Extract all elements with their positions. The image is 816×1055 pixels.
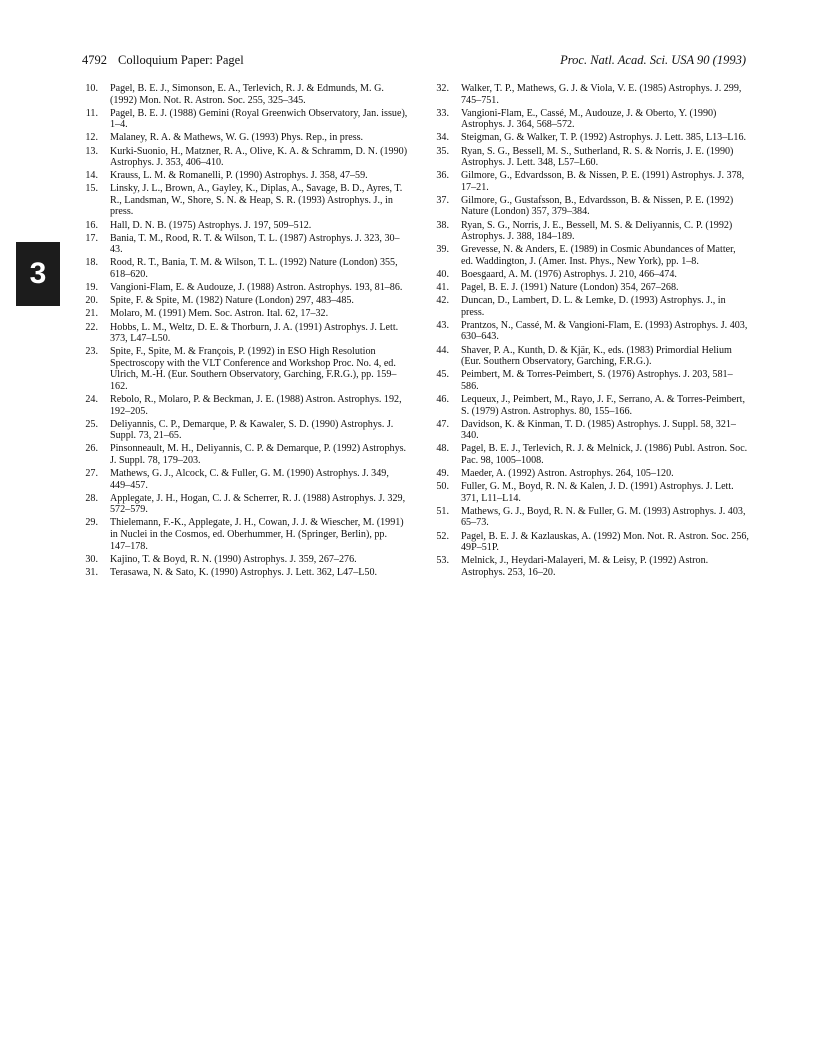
- page-number: 4792: [82, 53, 107, 67]
- reference-number: 35.: [436, 145, 449, 157]
- reference-text: Kurki-Suonio, H., Matzner, R. A., Olive, K. A. & Schramm, D. N. (1990) Astrophys. J. 353, 406–410.: [110, 145, 408, 169]
- reference-entry: [433, 132, 749, 144]
- reference-text: Grevesse, N. & Anders, E. (1989) in Cosmic Abundances of Matter, ed. Waddington, J. (Amer. Inst. Phys., New York), pp. 1–8.: [461, 244, 736, 267]
- reference-text: Malaney, R. A. & Mathews, W. G. (1993) Phys. Rep., in press.: [110, 132, 364, 144]
- references-right-column: [433, 83, 749, 580]
- reference-number: 17.: [85, 232, 98, 244]
- reference-entry: [433, 345, 749, 368]
- reference-entry: [433, 195, 749, 218]
- reference-number: 31.: [85, 566, 98, 578]
- reference-number: 43.: [436, 319, 449, 331]
- reference-text: Ryan, S. G., Bessell, M. S., Sutherland, R. S. & Norris, J. E. (1990) Astrophys. J. Lett. 348, L57–L60.: [461, 145, 734, 169]
- reference-number: 23.: [85, 346, 98, 358]
- reference-number: 30.: [85, 553, 98, 565]
- reference-text: Fuller, G. M., Boyd, R. N. & Kalen, J. D. (1991) Astrophys. J. Lett. 371, L11–L14.: [461, 481, 734, 504]
- reference-text: Walker, T. P., Mathews, G. J. & Viola, V. E. (1985) Astrophys. J. 299, 745–751.: [461, 83, 742, 106]
- reference-number: 42.: [436, 295, 449, 307]
- reference-text: Mathews, G. J., Alcock, C. & Fuller, G. M. (1990) Astrophys. J. 349, 449–457.: [110, 468, 389, 491]
- reference-number: 47.: [436, 418, 449, 430]
- reference-entry: [82, 282, 408, 294]
- reference-entry: [82, 183, 408, 218]
- reference-number: 12.: [85, 132, 98, 144]
- reference-entry: [82, 468, 408, 491]
- reference-number: 50.: [436, 481, 449, 493]
- reference-text: Peimbert, M. & Torres-Peimbert, S. (1976) Astrophys. J. 203, 581–586.: [461, 369, 733, 392]
- reference-entry: [433, 394, 749, 417]
- reference-number: 51.: [436, 505, 449, 517]
- reference-number: 40.: [436, 268, 449, 280]
- section-tab: 3: [16, 242, 60, 306]
- reference-text: Rebolo, R., Molaro, P. & Beckman, J. E. (1988) Astron. Astrophys. 192, 192–205.: [110, 393, 402, 417]
- reference-text: Prantzos, N., Cassé, M. & Vangioni-Flam, E. (1993) Astrophys. J. 403, 630–643.: [461, 319, 748, 343]
- reference-number: 20.: [85, 295, 98, 307]
- reference-number: 46.: [436, 393, 449, 405]
- reference-text: Pagel, B. E. J., Simonson, E. A., Terlevich, R. J. & Edmunds, M. G. (1992) Mon. Not. R. Astron. Soc. 255, 325–345.: [110, 83, 384, 106]
- reference-entry: [82, 443, 408, 466]
- reference-text: Kajino, T. & Boyd, R. N. (1990) Astrophys. J. 359, 267–276.: [110, 553, 357, 565]
- reference-entry: [433, 555, 749, 578]
- reference-entry: [82, 220, 408, 232]
- reference-text: Linsky, J. L., Brown, A., Gayley, K., Diplas, A., Savage, B. D., Ayres, T. R., Landsman, W., Shore, S. N. & Heap, S. R. (1993) Astrophys. J., in press.: [110, 183, 403, 218]
- reference-text: Pinsonneault, M. H., Deliyannis, C. P. & Demarque, P. (1992) Astrophys. J. Suppl. 78, 179–203.: [110, 443, 407, 466]
- reference-text: Davidson, K. & Kinman, T. D. (1985) Astrophys. J. Suppl. 58, 321–340.: [461, 418, 736, 442]
- reference-number: 48.: [436, 443, 449, 455]
- reference-text: Mathews, G. J., Boyd, R. N. & Fuller, G. M. (1993) Astrophys. J. 403, 65–73.: [461, 505, 746, 529]
- reference-number: 27.: [85, 468, 98, 480]
- reference-text: Applegate, J. H., Hogan, C. J. & Scherrer, R. J. (1988) Astrophys. J. 329, 572–579.: [110, 492, 406, 516]
- reference-number: 21.: [85, 308, 98, 320]
- reference-text: Pagel, B. E. J. & Kazlauskas, A. (1992) Mon. Not. R. Astron. Soc. 256, 49P–51P.: [461, 530, 749, 554]
- reference-entry: [433, 506, 749, 529]
- reference-text: Ryan, S. G., Norris, J. E., Bessell, M. S. & Deliyannis, C. P. (1992) Astrophys. J. 388, 184–189.: [461, 219, 733, 243]
- reference-text: Deliyannis, C. P., Demarque, P. & Kawaler, S. D. (1990) Astrophys. J. Suppl. 73, 21–65.: [110, 418, 394, 442]
- reference-number: 33.: [436, 107, 449, 119]
- reference-entry: [82, 170, 408, 182]
- reference-entry: [433, 108, 749, 131]
- reference-entry: [82, 394, 408, 417]
- reference-number: 24.: [85, 393, 98, 405]
- reference-number: 45.: [436, 369, 449, 381]
- reference-entry: [82, 322, 408, 345]
- reference-number: 29.: [85, 517, 98, 529]
- reference-entry: [433, 419, 749, 442]
- reference-text: Pagel, B. E. J. (1991) Nature (London) 354, 267–268.: [461, 282, 679, 294]
- reference-number: 18.: [85, 257, 98, 269]
- reference-entry: [433, 295, 749, 318]
- reference-entry: [82, 567, 408, 579]
- reference-number: 44.: [436, 344, 449, 356]
- reference-entry: [82, 346, 408, 392]
- reference-number: 14.: [85, 170, 98, 182]
- reference-entry: [82, 233, 408, 256]
- reference-entry: [433, 220, 749, 243]
- reference-text: Duncan, D., Lambert, D. L. & Lemke, D. (1993) Astrophys. J., in press.: [461, 295, 726, 318]
- reference-text: Rood, R. T., Bania, T. M. & Wilson, T. L. (1992) Nature (London) 355, 618–620.: [110, 257, 398, 280]
- reference-entry: [433, 320, 749, 343]
- reference-entry: [433, 531, 749, 554]
- reference-entry: [433, 468, 749, 480]
- reference-entry: [82, 146, 408, 169]
- reference-text: Spite, F. & Spite, M. (1982) Nature (London) 297, 483–485.: [110, 295, 354, 307]
- reference-number: 32.: [436, 83, 449, 94]
- reference-text: Hobbs, L. M., Weltz, D. E. & Thorburn, J. A. (1991) Astrophys. J. Lett. 373, L47–L50.: [110, 321, 399, 345]
- reference-text: Pagel, B. E. J. (1988) Gemini (Royal Greenwich Observatory, Jan. issue), 1–4.: [110, 107, 408, 131]
- reference-text: Shaver, P. A., Kunth, D. & Kjär, K., eds. (1983) Primordial Helium (Eur. Southern Observatory, Garching, F.R.G.).: [461, 344, 732, 368]
- reference-entry: [433, 83, 749, 106]
- reference-number: 11.: [85, 107, 98, 119]
- reference-entry: [82, 83, 408, 106]
- reference-entry: [433, 146, 749, 169]
- reference-entry: [82, 554, 408, 566]
- reference-entry: [82, 108, 408, 131]
- reference-text: Vangioni-Flam, E. & Audouze, J. (1988) Astron. Astrophys. 193, 81–86.: [110, 282, 403, 294]
- reference-number: 34.: [436, 132, 449, 144]
- reference-number: 49.: [436, 468, 449, 480]
- reference-entry: [433, 282, 749, 294]
- reference-number: 41.: [436, 282, 449, 294]
- reference-number: 15.: [85, 183, 98, 195]
- reference-number: 22.: [85, 321, 98, 333]
- running-title: Colloquium Paper: Pagel: [118, 53, 244, 67]
- reference-entry: [82, 295, 408, 307]
- reference-text: Vangioni-Flam, E., Cassé, M., Audouze, J. & Oberto, Y. (1990) Astrophys. J. 364, 568–572.: [461, 107, 717, 131]
- reference-text: Molaro, M. (1991) Mem. Soc. Astron. Ital. 62, 17–32.: [110, 308, 329, 320]
- reference-text: Terasawa, N. & Sato, K. (1990) Astrophys. J. Lett. 362, L47–L50.: [110, 566, 378, 578]
- reference-text: Spite, F., Spite, M. & François, P. (1992) in ESO High Resolution Spectroscopy with the VLT Conference and Workshop Proc. No. 4, ed. Ulrich, M.-H. (Eur. Southern Observatory, Garching, F.R.G.), pp. 159–162.: [110, 346, 397, 392]
- reference-text: Gilmore, G., Gustafsson, B., Edvardsson, B. & Nissen, P. E. (1992) Nature (London) 357, 379–384.: [461, 194, 734, 218]
- reference-entry: [82, 308, 408, 320]
- journal-citation: Proc. Natl. Acad. Sci. USA 90 (1993): [560, 53, 746, 67]
- reference-entry: [433, 443, 749, 466]
- reference-text: Hall, D. N. B. (1975) Astrophys. J. 197, 509–512.: [110, 219, 312, 231]
- reference-entry: [433, 170, 749, 193]
- reference-entry: [82, 132, 408, 144]
- reference-number: 25.: [85, 418, 98, 430]
- reference-number: 36.: [436, 170, 449, 182]
- reference-text: Pagel, B. E. J., Terlevich, R. J. & Melnick, J. (1986) Publ. Astron. Soc. Pac. 98, 1005–1008.: [461, 443, 748, 466]
- reference-entry: [82, 257, 408, 280]
- reference-number: 52.: [436, 530, 449, 542]
- reference-entry: [82, 419, 408, 442]
- reference-text: Steigman, G. & Walker, T. P. (1992) Astrophys. J. Lett. 385, L13–L16.: [461, 132, 747, 144]
- reference-text: Melnick, J., Heydari-Malayeri, M. & Leisy, P. (1992) Astron. Astrophys. 253, 16–20.: [461, 555, 709, 578]
- reference-text: Bania, T. M., Rood, R. T. & Wilson, T. L. (1987) Astrophys. J. 323, 30–43.: [110, 232, 400, 256]
- reference-text: Boesgaard, A. M. (1976) Astrophys. J. 210, 466–474.: [461, 268, 677, 280]
- reference-number: 26.: [85, 443, 98, 455]
- reference-number: 19.: [85, 282, 98, 294]
- reference-text: Krauss, L. M. & Romanelli, P. (1990) Astrophys. J. 358, 47–59.: [110, 170, 368, 182]
- page-header: [82, 53, 746, 69]
- reference-number: 13.: [85, 145, 98, 157]
- reference-entry: [433, 369, 749, 392]
- reference-text: Maeder, A. (1992) Astron. Astrophys. 264, 105–120.: [461, 468, 674, 480]
- reference-text: Thielemann, F.-K., Applegate, J. H., Cowan, J. J. & Wiescher, M. (1991) in Nuclei in the Cosmos, ed. Oberhummer, H. (Springer, Berlin), pp. 147–178.: [110, 517, 404, 552]
- reference-number: 53.: [436, 555, 449, 567]
- reference-entry: [82, 517, 408, 552]
- reference-entry: [82, 493, 408, 516]
- reference-number: 38.: [436, 219, 449, 231]
- reference-entry: [433, 269, 749, 281]
- reference-text: Lequeux, J., Peimbert, M., Rayo, J. F., Serrano, A. & Torres-Peimbert, S. (1979) Astron. Astrophys. 80, 155–166.: [461, 393, 745, 417]
- reference-number: 10.: [85, 83, 98, 94]
- reference-number: 16.: [85, 219, 98, 231]
- reference-entry: [433, 244, 749, 267]
- reference-number: 39.: [436, 244, 449, 256]
- reference-number: 28.: [85, 492, 98, 504]
- reference-number: 37.: [436, 194, 449, 206]
- reference-entry: [433, 481, 749, 504]
- reference-text: Gilmore, G., Edvardsson, B. & Nissen, P. E. (1991) Astrophys. J. 378, 17–21.: [461, 170, 745, 193]
- references-left-column: [82, 83, 408, 580]
